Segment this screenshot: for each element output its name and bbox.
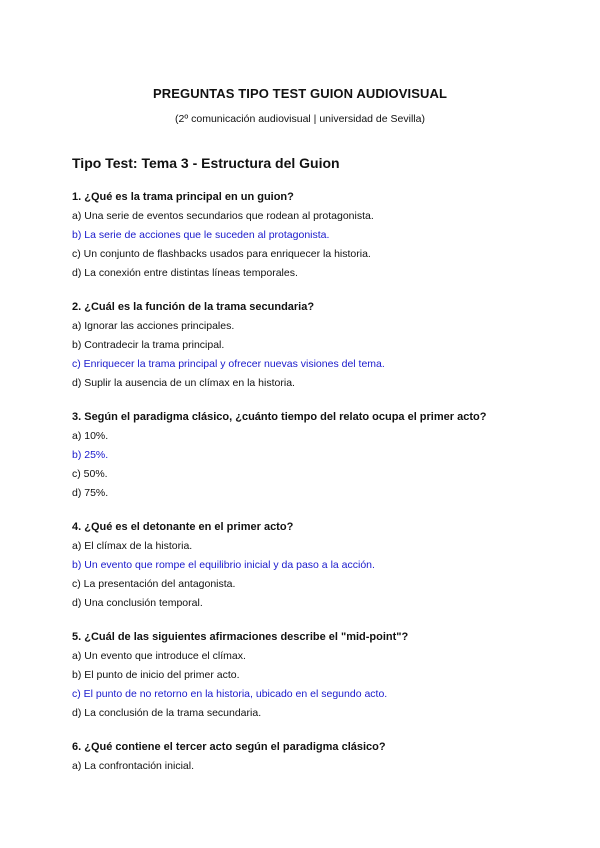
question-text: 2. ¿Cuál es la función de la trama secundaria? [72, 301, 315, 313]
answer-option-correct: b) La serie de acciones que le suceden al protagonista. [72, 229, 330, 241]
answer-option: d) La conexión entre distintas líneas temporales. [72, 267, 298, 279]
answer-option-correct: b) Un evento que rompe el equilibrio inicial y da paso a la acción. [72, 559, 375, 571]
question-block [72, 298, 542, 393]
question-block [72, 408, 542, 503]
question-text: 1. ¿Qué es la trama principal en un guion? [72, 191, 294, 203]
question-text: 3. Según el paradigma clásico, ¿cuánto tiempo del relato ocupa el primer acto? [72, 411, 487, 423]
answer-option: b) Contradecir la trama principal. [72, 339, 225, 351]
answer-option: c) Un conjunto de flashbacks usados para enriquecer la historia. [72, 248, 371, 260]
answer-option: c) La presentación del antagonista. [72, 578, 236, 590]
document-title: PREGUNTAS TIPO TEST GUION AUDIOVISUAL [152, 86, 448, 101]
question-text: 5. ¿Cuál de las siguientes afirmaciones describe el "mid-point"? [72, 631, 409, 643]
answer-option-correct: c) El punto de no retorno en la historia, ubicado en el segundo acto. [72, 688, 388, 700]
answer-option: b) El punto de inicio del primer acto. [72, 669, 240, 681]
answer-option: d) Suplir la ausencia de un clímax en la historia. [72, 377, 295, 389]
answer-option-correct: b) 25%. [72, 449, 109, 461]
document-subtitle: (2º comunicación audiovisual | universidad de Sevilla) [175, 113, 425, 125]
answer-option: a) Una serie de eventos secundarios que rodean al protagonista. [72, 210, 374, 222]
answer-option: a) El clímax de la historia. [72, 540, 193, 552]
question-list [72, 188, 542, 791]
answer-option: a) 10%. [72, 430, 109, 442]
answer-option: d) Una conclusión temporal. [72, 597, 203, 609]
answer-option: d) La conclusión de la trama secundaria. [72, 707, 262, 719]
answer-option: a) Ignorar las acciones principales. [72, 320, 235, 332]
question-block [72, 738, 542, 776]
section-title: Tipo Test: Tema 3 - Estructura del Guion [72, 155, 340, 171]
question-block [72, 188, 542, 283]
question-text: 4. ¿Qué es el detonante en el primer acto? [72, 521, 294, 533]
question-text: 6. ¿Qué contiene el tercer acto según el paradigma clásico? [72, 741, 386, 753]
answer-option: c) 50%. [72, 468, 108, 480]
answer-option: d) 75%. [72, 487, 109, 499]
answer-option-correct: c) Enriquecer la trama principal y ofrecer nuevas visiones del tema. [72, 358, 385, 370]
question-block [72, 518, 542, 613]
answer-option: a) Un evento que introduce el clímax. [72, 650, 246, 662]
answer-option: a) La confrontación inicial. [72, 760, 194, 772]
question-block [72, 628, 542, 723]
